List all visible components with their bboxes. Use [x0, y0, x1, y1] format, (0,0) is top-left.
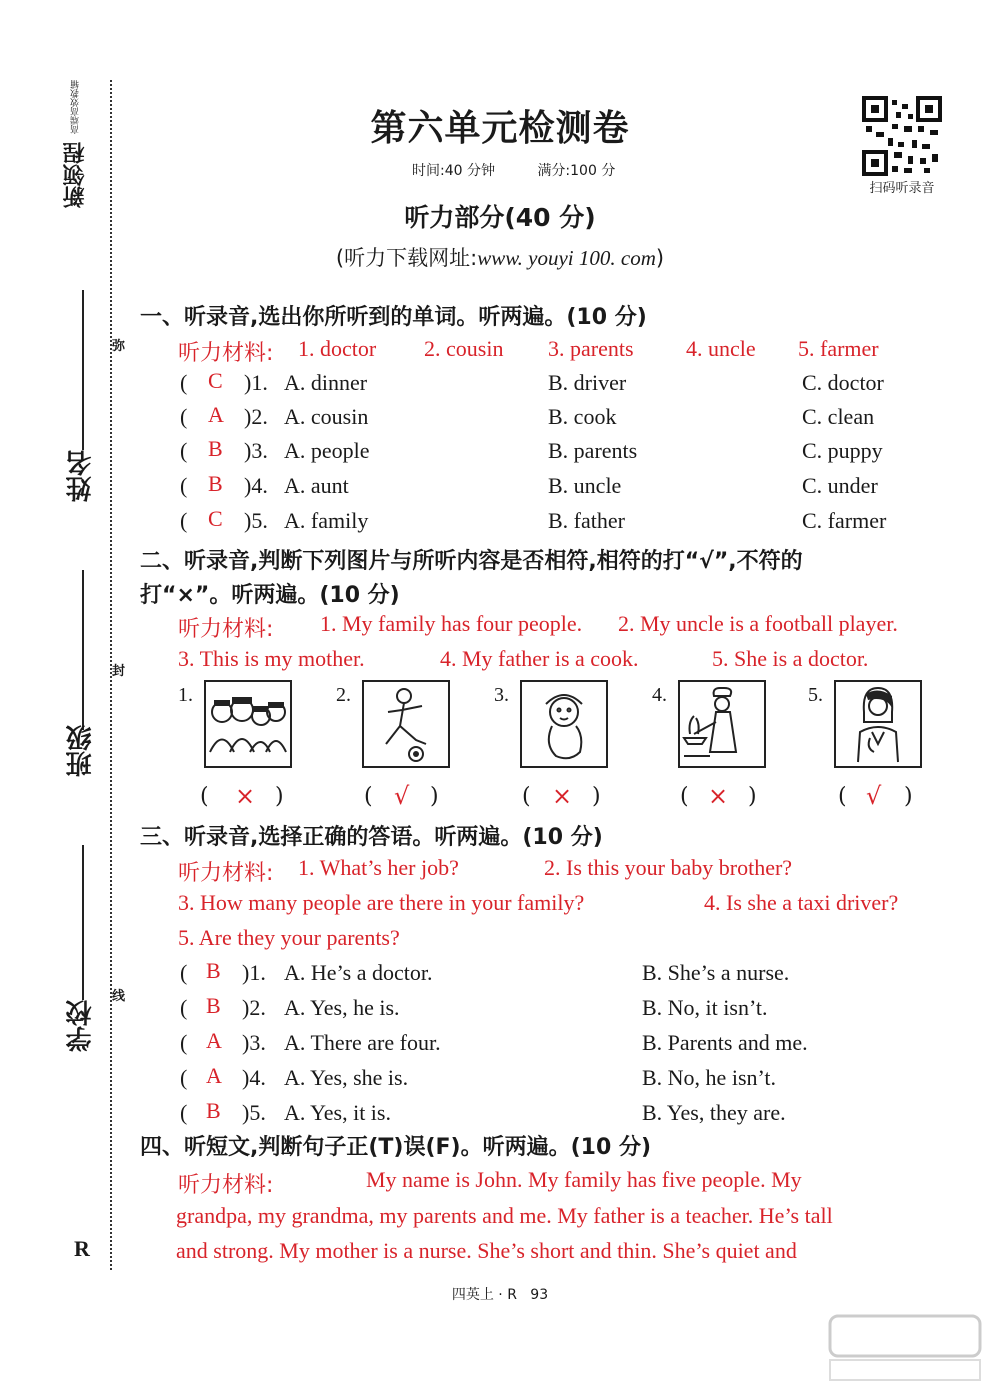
material-word: 3. parents — [548, 336, 634, 361]
picture-number: 4. — [652, 684, 667, 706]
option-b: B. cook — [548, 404, 617, 429]
option-b: B. Parents and me. — [642, 1030, 808, 1055]
section-3-material-question: 1. What’s her job? — [298, 855, 459, 880]
section-1-material — [178, 336, 273, 367]
picture-number: 2. — [336, 684, 351, 706]
answer-bracket[interactable]: ( — [200, 784, 209, 809]
seal-mark-mi: 弥 — [112, 339, 126, 354]
class-label: 班级 — [66, 725, 96, 777]
option-a: A. Yes, she is. — [284, 1065, 409, 1090]
section-2-heading-line2: 打“×”。听两遍。(10 分) — [140, 583, 400, 608]
exam-meta — [412, 160, 653, 180]
footer-book-label: 四英上 · R — [451, 1287, 517, 1303]
answer-mark: × — [235, 782, 256, 810]
option-c: C. clean — [802, 404, 875, 429]
answer-bracket[interactable]: ( — [180, 370, 188, 395]
class-underline[interactable] — [82, 570, 84, 730]
section-4-passage-line: My name is John. My family has five people. My — [366, 1167, 802, 1192]
option-c: C. puppy — [802, 438, 883, 463]
option-a: A. He’s a doctor. — [284, 960, 433, 985]
section-4-heading: 四、听短文,判断句子正(T)误(F)。听两遍。(10 分) — [140, 1135, 651, 1160]
section-2-material-sentence: 5. She is a doctor. — [712, 646, 869, 671]
qr-label: 扫码听录音 — [869, 181, 935, 196]
material-word: 2. cousin — [424, 336, 504, 361]
watermark-logo — [820, 1310, 990, 1385]
seal-mark-feng: 封 — [112, 664, 126, 679]
picture-number: 1. — [178, 684, 193, 706]
option-a: A. Yes, he is. — [284, 995, 400, 1020]
question-number: )3. — [244, 438, 268, 463]
answer-mark: √ — [866, 782, 882, 810]
section-2-material-sentence: 3. This is my mother. — [178, 646, 365, 671]
option-a: A. cousin — [284, 404, 369, 429]
doctor-picture — [834, 680, 922, 768]
picture-number: 5. — [808, 684, 823, 706]
answer-choice: B — [206, 958, 221, 983]
section-subtitle: 听力部分(40 分) — [404, 203, 596, 232]
option-b: B. She’s a nurse. — [642, 960, 790, 985]
answer-bracket: ) — [904, 784, 913, 809]
section-2-material-sentence: 2. My uncle is a football player. — [618, 611, 898, 636]
family-picture — [204, 680, 292, 768]
section-2-heading-line1: 二、听录音,判断下列图片与所听内容是否相符,相符的打“√”,不符的 — [140, 549, 803, 574]
url-suffix: ) — [655, 246, 665, 270]
sidebar-edition-mark: R — [74, 1236, 90, 1261]
answer-bracket: ) — [748, 784, 757, 809]
section-3-material-question: 4. Is she a taxi driver? — [704, 890, 899, 915]
url-prefix: (听力下载网址: — [335, 246, 478, 270]
answer-bracket[interactable]: ( — [180, 1100, 188, 1125]
question-number: )3. — [242, 1030, 266, 1055]
page-footer — [0, 1284, 1000, 1304]
section-2-material-label: 听力材料: — [178, 617, 274, 642]
seal-mark-xian: 线 — [112, 989, 126, 1004]
question-number: )1. — [244, 370, 268, 395]
material-word: 4. uncle — [686, 336, 756, 361]
answer-bracket: ) — [430, 784, 439, 809]
url-link[interactable]: www. youyi 100. com — [477, 246, 656, 270]
answer-bracket: ) — [592, 784, 601, 809]
question-number: )1. — [242, 960, 266, 985]
school-label: 学校 — [66, 1000, 96, 1052]
answer-choice: B — [208, 471, 223, 496]
picture-number: 3. — [494, 684, 509, 706]
download-url — [0, 242, 1000, 272]
section-4-passage-line: and strong. My mother is a nurse. She’s short and thin. She’s quiet and — [176, 1238, 797, 1263]
option-a: A. There are four. — [284, 1030, 441, 1055]
answer-mark: × — [552, 782, 573, 810]
option-a: A. aunt — [284, 473, 349, 498]
answer-bracket[interactable]: ( — [180, 1030, 188, 1055]
answer-bracket[interactable]: ( — [180, 473, 188, 498]
full-score: 满分:100 分 — [537, 163, 616, 179]
option-c: C. doctor — [802, 370, 884, 395]
page-number: 93 — [530, 1287, 549, 1303]
answer-bracket: ) — [275, 784, 284, 809]
option-c: C. farmer — [802, 508, 887, 533]
option-b: B. No, he isn’t. — [642, 1065, 777, 1090]
material-word: 1. doctor — [298, 336, 377, 361]
name-underline[interactable] — [82, 290, 84, 450]
material-label: 听力材料: — [178, 341, 274, 366]
question-number: )5. — [244, 508, 268, 533]
brand-subtitle: 高端高效教辅 — [71, 80, 81, 134]
option-b: B. driver — [548, 370, 627, 395]
answer-bracket[interactable]: ( — [838, 784, 847, 809]
time-limit: 时间:40 分钟 — [412, 163, 495, 179]
section-3-material-label: 听力材料: — [178, 861, 274, 886]
section-2-material-sentence: 4. My father is a cook. — [440, 646, 639, 671]
section-3-material-question: 3. How many people are there in your family? — [178, 890, 585, 915]
answer-choice: B — [206, 993, 221, 1018]
answer-choice: A — [208, 402, 224, 427]
baby-picture — [520, 680, 608, 768]
answer-mark: × — [708, 782, 729, 810]
option-a: A. dinner — [284, 370, 368, 395]
section-3-material-question: 2. Is this your baby brother? — [544, 855, 793, 880]
answer-choice: B — [206, 1098, 221, 1123]
answer-bracket[interactable]: ( — [680, 784, 689, 809]
answer-mark: √ — [394, 782, 410, 810]
option-b: B. father — [548, 508, 625, 533]
section-3-heading: 三、听录音,选择正确的答语。听两遍。(10 分) — [140, 825, 603, 850]
section-1-heading: 一、听录音,选出你所听到的单词。听两遍。(10 分) — [140, 305, 647, 330]
question-number: )5. — [242, 1100, 266, 1125]
option-a: A. Yes, it is. — [284, 1100, 391, 1125]
section-2-material-sentence: 1. My family has four people. — [320, 611, 583, 636]
option-b: B. uncle — [548, 473, 622, 498]
question-number: )4. — [244, 473, 268, 498]
option-b: B. Yes, they are. — [642, 1100, 786, 1125]
section-3-material-question: 5. Are they your parents? — [178, 925, 400, 950]
option-b: B. No, it isn’t. — [642, 995, 768, 1020]
school-underline[interactable] — [82, 845, 84, 1000]
option-c: C. under — [802, 473, 878, 498]
question-number: )2. — [244, 404, 268, 429]
answer-bracket[interactable]: ( — [180, 508, 188, 533]
answer-bracket[interactable]: ( — [180, 438, 188, 463]
answer-bracket[interactable]: ( — [364, 784, 373, 809]
page-title: 第六单元检测卷 — [370, 108, 630, 149]
answer-bracket[interactable]: ( — [180, 404, 188, 429]
cook-picture — [678, 680, 766, 768]
name-label: 姓名 — [66, 450, 96, 502]
answer-choice: A — [206, 1028, 222, 1053]
answer-bracket[interactable]: ( — [180, 1065, 188, 1090]
section-4-passage-line: grandpa, my grandma, my parents and me. My father is a teacher. He’s tall — [176, 1203, 833, 1228]
answer-choice: C — [208, 506, 223, 531]
answer-choice: B — [208, 436, 223, 461]
option-b: B. parents — [548, 438, 638, 463]
question-number: )4. — [242, 1065, 266, 1090]
option-a: A. family — [284, 508, 369, 533]
answer-bracket[interactable]: ( — [522, 784, 531, 809]
question-number: )2. — [242, 995, 266, 1020]
answer-choice: C — [208, 368, 223, 393]
qr-code-icon[interactable] — [862, 96, 942, 176]
option-a: A. people — [284, 438, 370, 463]
brand-name: 新领程 — [63, 141, 88, 208]
answer-bracket[interactable]: ( — [180, 995, 188, 1020]
answer-choice: A — [206, 1063, 222, 1088]
material-word: 5. farmer — [798, 336, 879, 361]
answer-bracket[interactable]: ( — [180, 960, 188, 985]
football-player-picture — [362, 680, 450, 768]
section-4-material-label: 听力材料: — [178, 1173, 274, 1198]
